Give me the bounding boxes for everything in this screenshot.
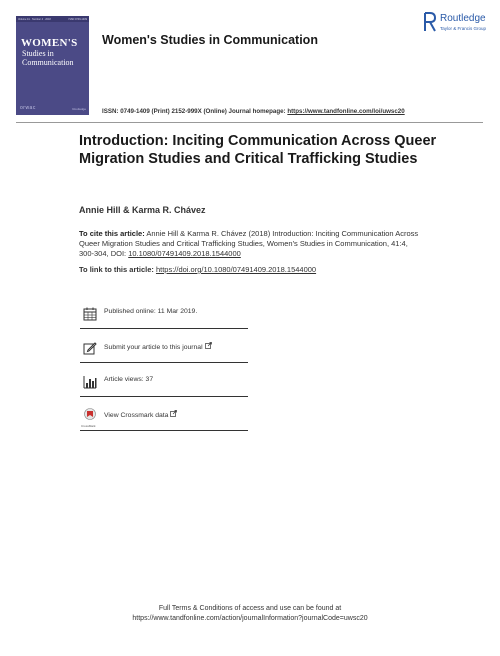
bar-chart-icon <box>83 375 97 389</box>
published-date: Published online: 11 Mar 2019. <box>104 308 198 315</box>
crossmark-logo-text: CrossMark <box>81 424 96 428</box>
cover-title-rest: Studies in Communication <box>22 49 74 67</box>
routledge-logo-icon <box>423 12 437 32</box>
cover-publisher: Routledge <box>72 107 86 111</box>
submit-article-link[interactable]: Submit your article to this journal <box>104 342 212 351</box>
journal-name: Women's Studies in Communication <box>102 33 318 47</box>
footer-terms-link[interactable]: https://www.tandfonline.com/action/journalInformation?journalCode=uwsc20 <box>132 614 368 622</box>
views-row <box>80 366 248 397</box>
crossmark-link[interactable]: View Crossmark data <box>104 410 177 419</box>
published-row <box>80 298 248 329</box>
citation-doi-link[interactable]: 10.1080/07491409.2018.1544000 <box>128 249 241 258</box>
footer-terms-text: Full Terms & Conditions of access and use can be found at <box>158 605 342 612</box>
footer <box>0 604 500 623</box>
citation <box>79 229 419 259</box>
article-doi-url[interactable]: https://doi.org/10.1080/07491409.2018.1544000 <box>155 265 317 274</box>
citation-text: Annie Hill & Karma R. Chávez (2018) Introduction: Inciting Communication Across Queer Migration Studies and Critical Trafficking Studies, Women's Studies in Communication, 41:4, 300-304, DOI: <box>79 229 419 258</box>
journal-cover <box>16 16 89 115</box>
cover-volume: Volume 41 · Number 4 · 2018 <box>18 17 51 21</box>
external-link-icon <box>205 342 212 349</box>
header-divider <box>16 122 483 123</box>
cover-org-logo: orwac <box>20 105 36 111</box>
citation-label: To cite this article: <box>79 229 145 238</box>
edit-icon <box>83 341 97 355</box>
cover-issn: ISSN 0749-1409 <box>68 17 87 21</box>
crossmark-icon <box>83 408 97 424</box>
journal-homepage-link[interactable]: https://www.tandfonline.com/loi/uwsc20 <box>287 108 405 115</box>
article-views: Article views: 37 <box>104 376 154 383</box>
crossmark-row[interactable] <box>80 400 248 431</box>
issn-line: ISSN: 0749-1409 (Print) 2152-999X (Online) Journal homepage: https://www.tandfonline.com/loi/uwsc20 <box>102 108 405 115</box>
article-link-label: To link to this article: <box>79 265 156 274</box>
external-link-icon <box>170 410 177 417</box>
calendar-icon <box>83 307 97 321</box>
article-title: Introduction: Inciting Communication Across Queer Migration Studies and Critical Trafficking Studies <box>79 133 437 167</box>
publisher-name: Routledge <box>440 13 486 24</box>
submit-row[interactable] <box>80 332 248 363</box>
publisher-subtitle: Taylor & Francis Group <box>440 26 487 31</box>
article-authors: Annie Hill & Karma R. Chávez <box>79 205 206 215</box>
cover-title-top: WOMEN'S <box>21 37 78 49</box>
article-link <box>79 265 419 274</box>
